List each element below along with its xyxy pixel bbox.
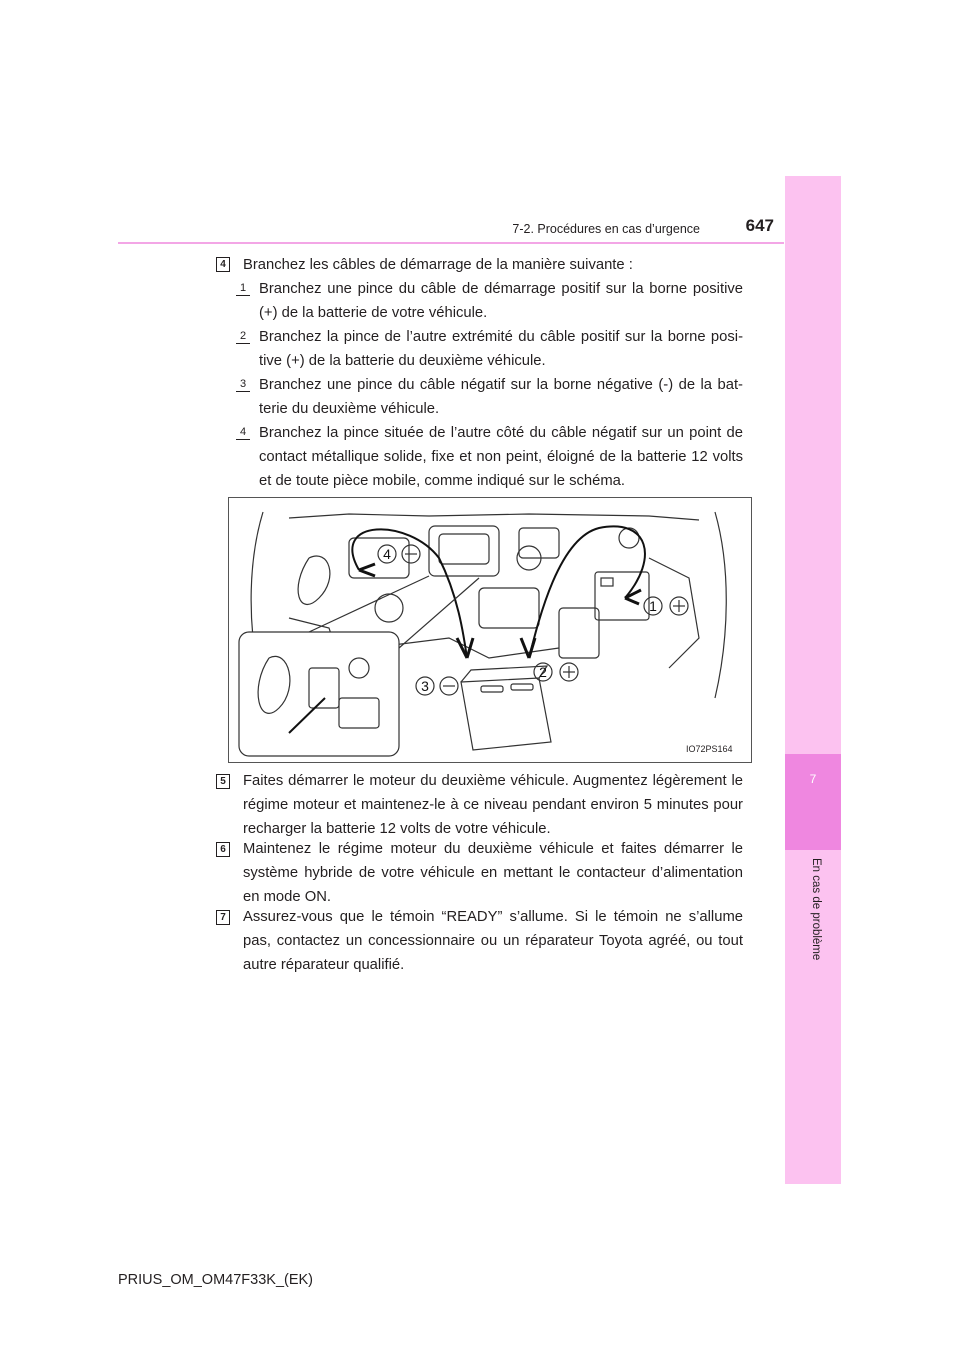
step-text: Assurez-vous que le témoin “READY” s’allume. Si le témoin ne s’allume pas, contactez un concessionnaire ou un réparateur Toyota agréé, ou tout autre réparateur qualifié. <box>243 909 743 973</box>
step-number-badge: 7 <box>216 910 230 925</box>
chapter-side-tab <box>785 176 841 1184</box>
svg-text:3: 3 <box>421 678 429 694</box>
chapter-number-tab[interactable] <box>785 754 841 850</box>
substep-text: Branchez la pince de l’autre extrémité du câble positif sur la borne posi-tive (+) de la batterie du deuxième véhicule. <box>259 329 743 369</box>
step-text: Faites démarrer le moteur du deuxième véhicule. Augmentez légèrement le régime moteur et maintenez-le à ce niveau pendant environ 5 minutes pour recharger la batterie 12 volts de votre véhicule. <box>243 773 743 837</box>
header-rule <box>118 242 784 244</box>
substep-text: Branchez une pince du câble négatif sur la borne négative (-) de la bat-terie du deuxième véhicule. <box>259 377 743 417</box>
svg-text:4: 4 <box>383 546 391 562</box>
step-number-badge: 5 <box>216 774 230 789</box>
figure-code: IO72PS164 <box>686 744 733 754</box>
section-title: 7-2. Procédures en cas d’urgence <box>512 222 700 236</box>
substep-number: 1 <box>236 281 250 296</box>
step-number-badge: 6 <box>216 842 230 857</box>
substep-number: 2 <box>236 329 250 344</box>
substep-number: 3 <box>236 377 250 392</box>
substep-text: Branchez une pince du câble de démarrage positif sur la borne positive (+) de la batterie de votre véhicule. <box>259 281 743 321</box>
svg-text:2: 2 <box>539 664 547 680</box>
chapter-title: En cas de problème <box>810 858 822 961</box>
jump-start-illustration <box>228 497 752 763</box>
page-number: 647 <box>745 216 774 235</box>
step-text: Maintenez le régime moteur du deuxième véhicule et faites démarrer le système hybride de votre véhicule en mettant le contacteur d’alimentation en mode ON. <box>243 841 743 905</box>
step-number-badge: 4 <box>216 257 230 272</box>
svg-text:1: 1 <box>649 598 657 614</box>
document-id: PRIUS_OM_OM47F33K_(EK) <box>118 1272 314 1288</box>
step-text: Branchez les câbles de démarrage de la manière suivante : <box>243 257 633 273</box>
substep-number: 4 <box>236 425 250 440</box>
chapter-number: 7 <box>809 772 817 786</box>
substep-text: Branchez la pince située de l’autre côté du câble négatif sur un point de contact métallique solide, fixe et non peint, éloigné de la batterie 12 volts et de toute pièce mobile, comme indiqué sur le schéma. <box>259 425 743 489</box>
